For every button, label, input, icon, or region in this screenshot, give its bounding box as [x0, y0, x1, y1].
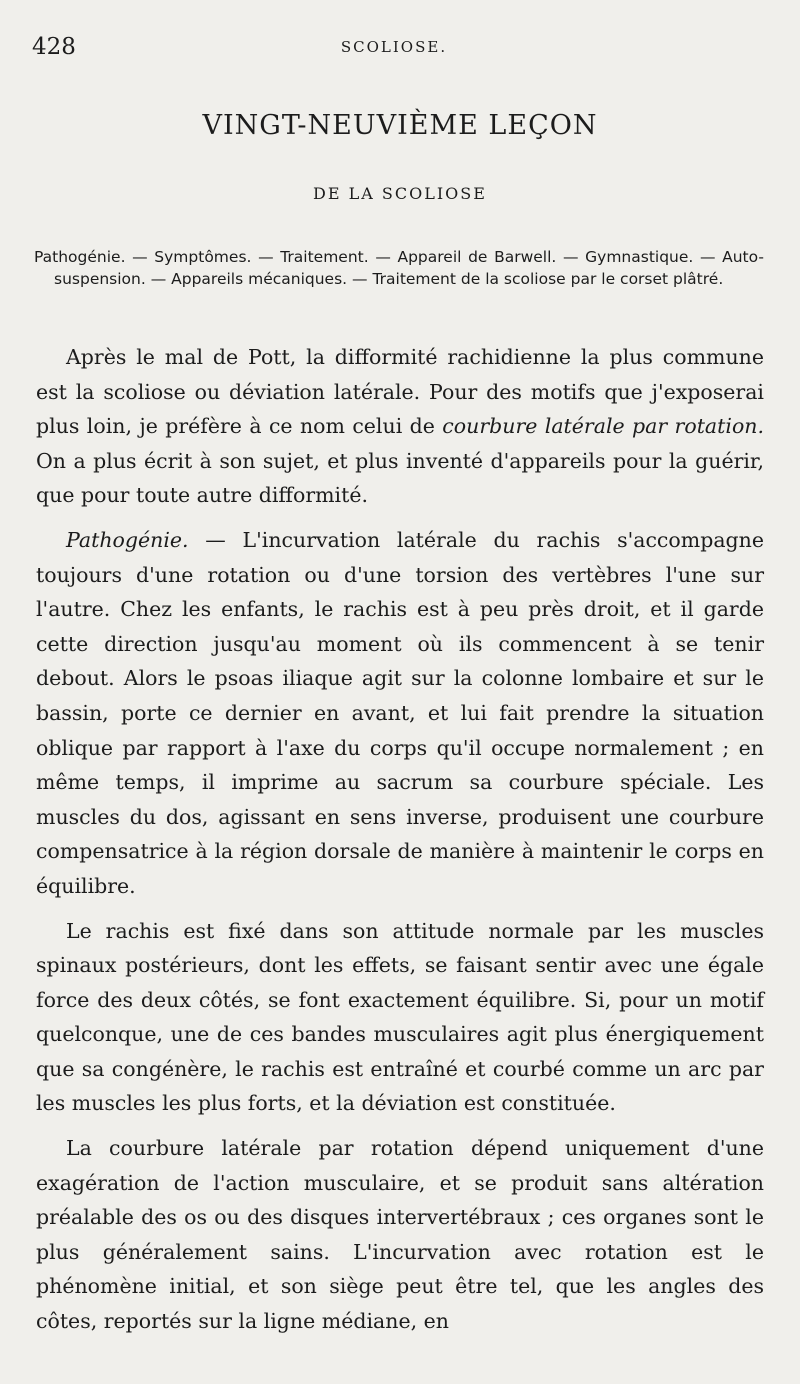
- paragraph-3: Le rachis est fixé dans son attitude normale par les muscles spinaux postérieurs, dont les effets, se faisant sentir avec une égale force des deux côtés, se font exactement équilibre. Si, pour un motif quelconque, une de ces bandes musculaires agit plus énergiquement que sa congénère, le rachis est entraîné et courbé comme un arc par les muscles les plus forts, et la déviation est constituée.: [36, 918, 764, 1116]
- chapter-summary: [34, 246, 764, 290]
- paragraph-2-italic: Pathogénie.: [66, 527, 189, 552]
- paragraph-1-italic: courbure latérale par rotation.: [442, 414, 765, 439]
- lecture-title: VINGT-NEUVIÈME LEÇON: [202, 110, 598, 141]
- page-header: [28, 34, 760, 68]
- paragraph-1-text-a: Après le mal de Pott, la difformité rachidienne la plus commune est la scoliose ou déviation latérale. Pour des motifs que j'exposerai plus loin, je préfère à ce nom celui de: [36, 345, 764, 439]
- paragraph-2-text: — L'incurvation latérale du rachis s'accompagne toujours d'une rotation ou d'une torsion des vertèbres l'une sur l'autre. Chez les enfants, le rachis est à peu près droit, et il garde cette direction jusqu'au moment où ils commencent à se tenir debout. Alors le psoas iliaque agit sur la colonne lombaire et sur le bassin, porte ce dernier en avant, et lui fait prendre la situation oblique par rapport à l'axe du corps qu'il occupe normalement ; en même temps, il imprime au sacrum sa courbure spéciale. Les muscles du dos, agissant en sens inverse, produisent une courbure compensatrice à la région dorsale de manière à maintenir le corps en équilibre.: [36, 527, 764, 898]
- paragraph-2: [36, 523, 764, 904]
- section-title: DE LA SCOLIOSE: [313, 184, 487, 203]
- paragraph-1: [36, 340, 764, 513]
- running-head: SCOLIOSE.: [340, 38, 448, 56]
- summary-text: Pathogénie. — Symptômes. — Traitement. — Appareil de Barwell. — Gymnastique. — Auto-suspension. — Appareils mécaniques. — Traitement de la scoliose par le corset plâtré.: [34, 248, 764, 288]
- paragraph-1-text-b: On a plus écrit à son sujet, et plus inventé d'appareils pour la guérir, que pour toute autre difformité.: [36, 448, 764, 508]
- body-text: [36, 340, 764, 1339]
- page-number: 428: [32, 34, 76, 60]
- paragraph-4: La courbure latérale par rotation dépend uniquement d'une exagération de l'action musculaire, et se produit sans altération préalable des os ou des disques intervertébraux ; ces organes sont le plus généralement sains. L'incurvation avec rotation est le phénomène initial, et son siège peut être tel, que les angles des côtes, reportés sur la ligne médiane, en: [36, 1136, 764, 1334]
